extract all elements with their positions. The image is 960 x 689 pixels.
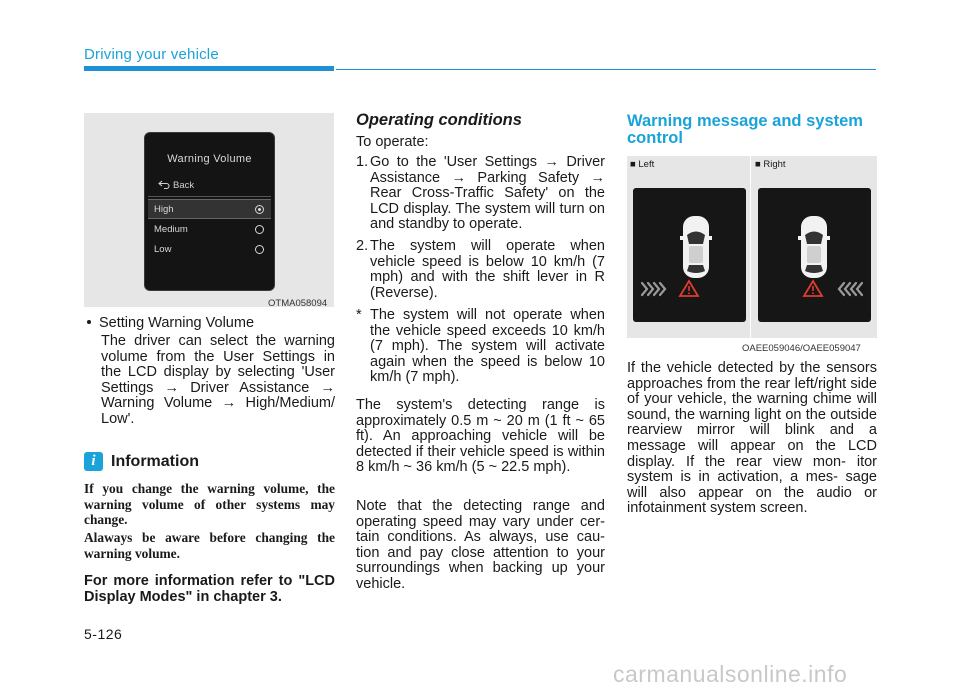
- info-icon: i: [84, 452, 103, 471]
- step-text: Go to the 'User Settings → Driver Assistance → Parking Safety → Rear Cross-Traffic Safety' on the LCD display. The system will turn on and standby to operate.: [370, 154, 605, 233]
- lcd-option-label: Low: [154, 244, 172, 255]
- operating-conditions-heading: Operating conditions: [356, 111, 522, 129]
- section-title: Driving your vehicle: [84, 46, 219, 63]
- mirror-panel-right: [758, 188, 871, 322]
- radio-selected-icon: [255, 205, 264, 214]
- lcd-figure: [84, 113, 334, 307]
- lcd-option-high: [148, 199, 271, 219]
- left-label: ■ Left: [630, 159, 655, 170]
- lcd-option-label: High: [154, 204, 174, 215]
- header-accent-bar: [84, 66, 334, 71]
- header-rule: [336, 69, 876, 70]
- watermark: carmanualsonline.info: [613, 661, 848, 687]
- approach-chevrons-icon: [642, 283, 665, 295]
- radio-empty-icon: [255, 225, 264, 234]
- lcd-back-label: Back: [173, 180, 195, 191]
- lcd-screen: [144, 132, 275, 291]
- lcd-image-code: OTMA058094: [268, 298, 328, 309]
- step-text: The system will operate when vehicle speed is below 10 km/h (7 mph) and with the shift lever in R (Reverse).: [370, 238, 605, 301]
- warning-triangle-icon: [804, 281, 822, 296]
- info-text-1: If you change the warning volume, the warning volume of other systems may change.: [84, 481, 335, 527]
- chapter-reference-note: For more information refer to "LCD Display Modes" in chapter 3.: [84, 573, 335, 605]
- warning-paragraph: If the vehicle detected by the sensors approaches from the rear left/right side of your vehicle, the warning chime will sound, the warning light on the outside rearview mirror will blink and a message will appear on the LCD display. If the rear view mon- itor system is in activation, a mes- sage will also appear on the audio or infotainment system screen.: [627, 360, 877, 517]
- radio-empty-icon: [255, 245, 264, 254]
- lcd-divider: [148, 196, 271, 197]
- warning-triangle-icon: [680, 281, 698, 296]
- bullet-item: [87, 316, 337, 332]
- back-arrow-icon: [158, 180, 170, 189]
- approach-chevrons-icon: [839, 283, 862, 295]
- lcd-screen-title: Warning Volume: [167, 153, 252, 165]
- lcd-option-low: [148, 240, 271, 260]
- info-text-2: Alaways be aware before changing the warning volume.: [84, 530, 335, 561]
- right-label: ■ Right: [755, 159, 786, 170]
- bullet-text: Setting Warning Volume: [99, 315, 255, 331]
- bullet-dot-icon: [87, 320, 91, 324]
- car-top-view-icon: [758, 188, 871, 322]
- lcd-option-medium: [148, 220, 271, 240]
- to-operate-label: To operate:: [356, 134, 429, 150]
- info-title: Information: [111, 453, 199, 470]
- car-top-view-icon: [633, 188, 746, 322]
- page-number: 5-126: [84, 626, 123, 642]
- step-number: 2.: [356, 238, 369, 254]
- mirror-figure: [627, 156, 877, 338]
- mirror-image-code: OAEE059046/OAEE059047: [742, 343, 861, 354]
- step-number: 1.: [356, 154, 369, 170]
- caution-paragraph: Note that the detecting range and operating speed may vary under cer- tain conditions. As always, use cau- tion and pay close attention to your surroundings when backing up your vehicle.: [356, 498, 605, 592]
- note-text: The system will not operate when the vehicle speed exceeds 10 km/h (7 mph). The system will activate again when the speed is below 10 km/h (7 mph).: [370, 307, 605, 386]
- lcd-option-label: Medium: [154, 224, 188, 235]
- figure-divider: [750, 156, 751, 338]
- setting-paragraph: The driver can select the warning volume from the User Settings in the LCD display by selecting 'User Settings → Driver Assistance → Warning Volume → High/Medium/ Low'.: [101, 333, 335, 427]
- mirror-panel-left: [633, 188, 746, 322]
- note-asterisk: *: [356, 307, 362, 323]
- warning-message-heading: Warning message and system control: [627, 112, 863, 147]
- detecting-range-paragraph: The system's detecting range is approximately 0.5 m ~ 20 m (1 ft ~ 65 ft). An approaching vehicle will be detected if their vehicle speed is within 8 km/h ~ 36 km/h (5 ~ 22.5 mph).: [356, 397, 605, 476]
- lcd-back-item: [158, 180, 194, 191]
